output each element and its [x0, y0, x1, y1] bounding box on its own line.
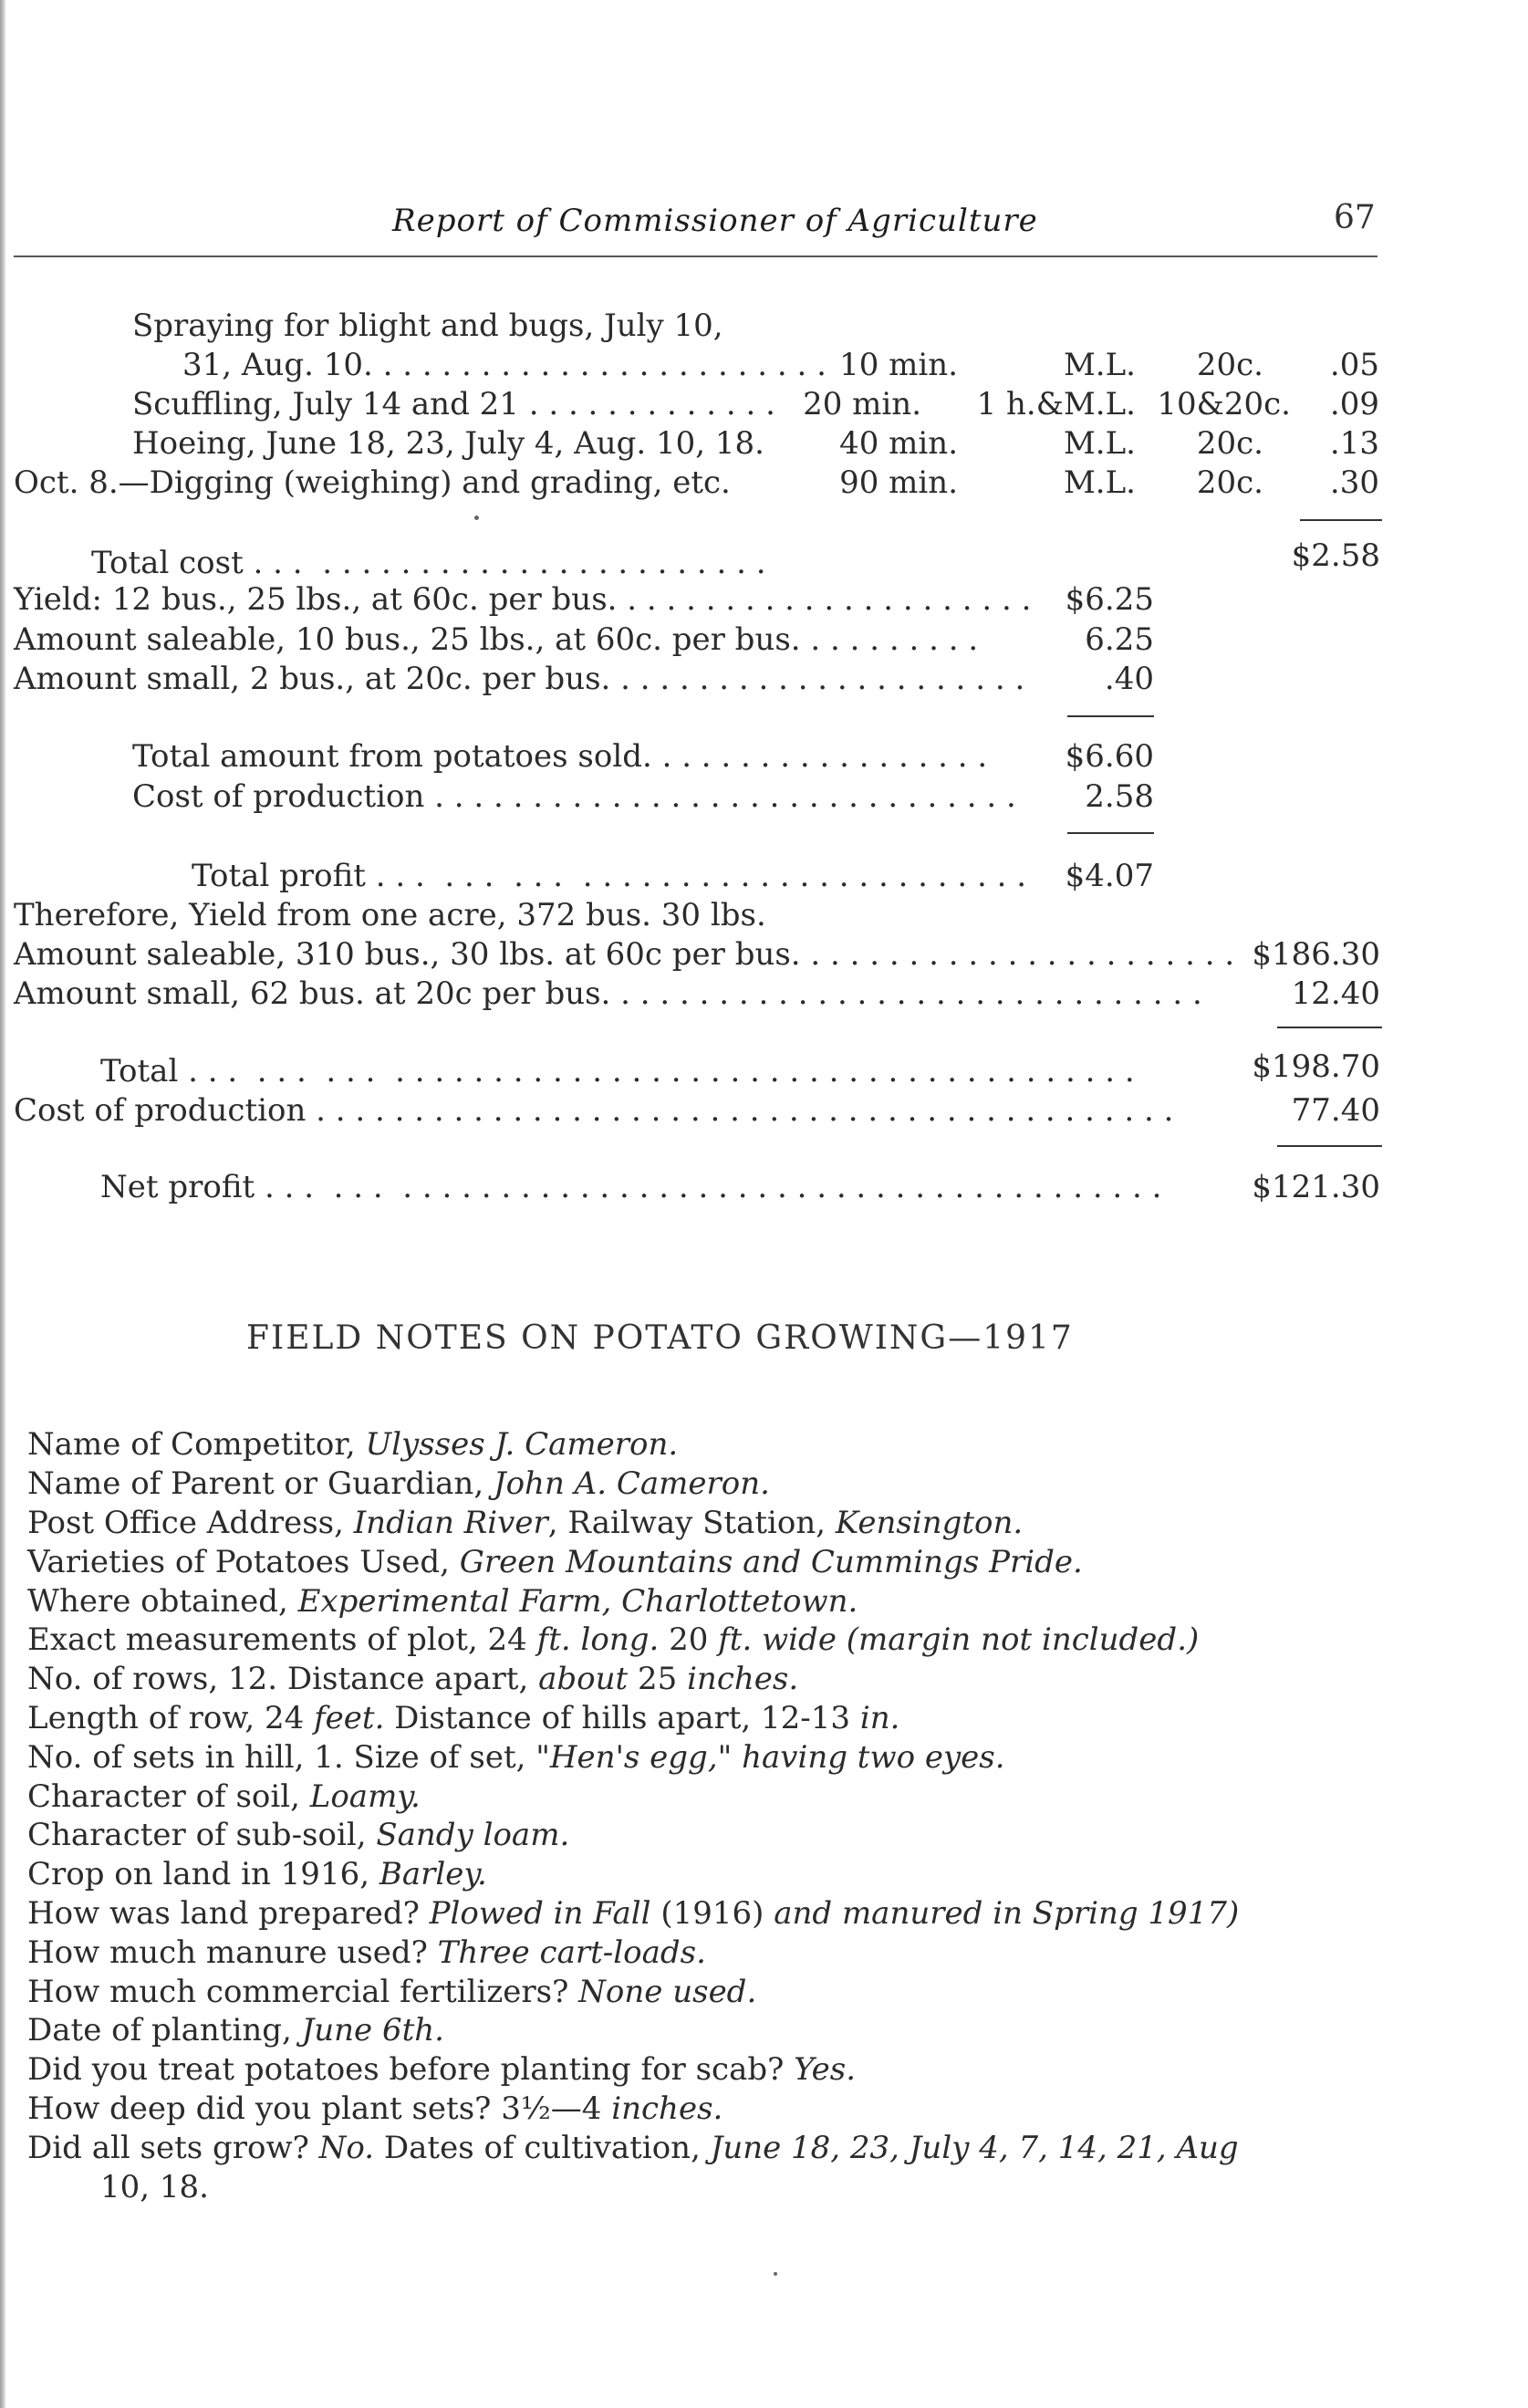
- note-line: Varieties of Potatoes Used, Green Mountains and Cummings Pride.: [27, 1544, 1083, 1580]
- acre-small-label: Amount small, 62 bus. at 20c per bus. . . . . . . . . . . . . . . . . . . . . . . . . . . . . . .: [14, 975, 1202, 1012]
- note-line: Did all sets grow? No. Dates of cultivation, June 18, 23, July 4, 7, 14, 21, Aug: [27, 2130, 1239, 2166]
- acre-total-label: Total . . . . . . . . . . . . . . . . . . . . . . . . . . . . . . . . . . . . . . . . . . . . . . .: [100, 1053, 1135, 1089]
- note-line: Name of Competitor, Ulysses J. Cameron.: [27, 1426, 679, 1463]
- ink-speck: [474, 516, 479, 520]
- saleable-row-value: 6.25: [1085, 621, 1154, 658]
- total-profit-value: $4.07: [1065, 858, 1154, 894]
- yield-row-label: Yield: 12 bus., 25 lbs., at 60c. per bus. . . . . . . . . . . . . . . . . . . . . .: [14, 581, 1032, 618]
- small-row-label: Amount small, 2 bus., at 20c. per bus. . . . . . . . . . . . . . . . . . . . . .: [14, 661, 1025, 697]
- labor-row-2-cost: .09: [1329, 386, 1379, 422]
- labor-row-1-rate: 20c.: [1196, 347, 1263, 383]
- note-line: How was land prepared? Plowed in Fall (1916) and manured in Spring 1917): [27, 1895, 1240, 1932]
- saleable-row-label: Amount saleable, 10 bus., 25 lbs., at 60c. per bus. . . . . . . . . .: [14, 621, 979, 658]
- labor-row-3-time: 40 min.: [839, 425, 958, 462]
- note-line: Name of Parent or Guardian, John A. Cameron.: [27, 1465, 770, 1502]
- acre-saleable-value: $186.30: [1252, 936, 1380, 973]
- labor-row-1-cost: .05: [1329, 347, 1379, 383]
- header-rule: [14, 255, 1377, 257]
- labor-row-2-by: 1 h.&M.L.: [976, 386, 1136, 422]
- labor-row-1-by: M.L.: [1063, 347, 1136, 383]
- labor-row-4-rate: 20c.: [1196, 464, 1263, 501]
- profit-sum-rule: [1067, 832, 1154, 834]
- acre-small-value: 12.40: [1291, 975, 1380, 1012]
- labor-row-1-label: Spraying for blight and bugs, July 10,: [132, 308, 723, 344]
- labor-sum-rule: [1300, 519, 1382, 521]
- labor-row-3-by: M.L.: [1063, 425, 1136, 462]
- cost-production-value: 2.58: [1085, 778, 1154, 815]
- yield-row-value: $6.25: [1065, 581, 1154, 618]
- ink-speck: [774, 2272, 777, 2276]
- note-line: How much manure used? Three cart-loads.: [27, 1934, 706, 1971]
- yield-sum-rule: [1067, 715, 1154, 717]
- acre-cost-value: 77.40: [1291, 1092, 1380, 1129]
- total-profit-label: Total profit . . . . . . . . . . . . . . . . . . . . . . . . . . . . . . . .: [192, 858, 1027, 894]
- total-cost-value: $2.58: [1291, 537, 1380, 574]
- note-line: Character of sub-soil, Sandy loam.: [27, 1817, 570, 1853]
- total-sold-value: $6.60: [1065, 738, 1154, 775]
- acre-saleable-label: Amount saleable, 310 bus., 30 lbs. at 60c per bus. . . . . . . . . . . . . . . . . . . . . . .: [14, 936, 1235, 973]
- note-line: How much commercial fertilizers? None used.: [27, 1974, 757, 2010]
- acre-cost-label: Cost of production . . . . . . . . . . . . . . . . . . . . . . . . . . . . . . . . . . . . . . . . . . . .: [14, 1092, 1174, 1129]
- note-line: Where obtained, Experimental Farm, Charlottetown.: [27, 1583, 858, 1620]
- note-line: Date of planting, June 6th.: [27, 2012, 444, 2048]
- labor-row-1-time: 10 min.: [839, 347, 958, 383]
- labor-row-3-cost: .13: [1329, 425, 1379, 462]
- net-profit-value: $121.30: [1252, 1169, 1380, 1205]
- acre-sum-rule: [1277, 1027, 1382, 1028]
- note-line: Exact measurements of plot, 24 ft. long. 20 ft. wide (margin not included.): [27, 1621, 1200, 1658]
- labor-row-4-time: 90 min.: [839, 464, 958, 501]
- acre-total-value: $198.70: [1252, 1048, 1380, 1085]
- labor-row-2-time: 20 min.: [803, 386, 921, 422]
- running-header: Report of Commissioner of Agriculture: [392, 203, 1038, 239]
- cost-production-label: Cost of production . . . . . . . . . . . . . . . . . . . . . . . . . . . . . .: [132, 778, 1016, 815]
- page-binding-edge: [0, 0, 5, 2408]
- total-cost-label: Total cost . . . . . . . . . . . . . . . . . . . . . . . . . .: [91, 545, 766, 581]
- note-line: Post Office Address, Indian River, Railway Station, Kensington.: [27, 1505, 1024, 1541]
- note-line: Did you treat potatoes before planting for scab? Yes.: [27, 2051, 857, 2088]
- note-line-continuation: 10, 18.: [100, 2169, 209, 2205]
- labor-row-2-rate: 10&20c.: [1157, 386, 1291, 422]
- note-line: No. of sets in hill, 1. Size of set, "Hen's egg," having two eyes.: [27, 1739, 1005, 1776]
- labor-row-1-label-cont: 31, Aug. 10. . . . . . . . . . . . . . . . . . . . . . . .: [182, 347, 826, 383]
- labor-row-4-cost: .30: [1329, 464, 1379, 501]
- small-row-value: .40: [1104, 661, 1154, 697]
- labor-row-4-label: Oct. 8.—Digging (weighing) and grading, etc.: [14, 464, 731, 501]
- labor-row-4-by: M.L.: [1063, 464, 1136, 501]
- acre-intro: Therefore, Yield from one acre, 372 bus. 30 lbs.: [14, 897, 766, 933]
- note-line: Character of soil, Loamy.: [27, 1778, 421, 1815]
- labor-row-3-rate: 20c.: [1196, 425, 1263, 462]
- net-profit-label: Net profit . . . . . . . . . . . . . . . . . . . . . . . . . . . . . . . . . . . . . . . . . . . . .: [100, 1169, 1162, 1205]
- note-line: Length of row, 24 feet. Distance of hills apart, 12-13 in.: [27, 1700, 900, 1736]
- note-line: How deep did you plant sets? 3½—4 inches.: [27, 2090, 723, 2127]
- page-number: 67: [1334, 199, 1376, 236]
- field-notes-heading: FIELD NOTES ON POTATO GROWING—1917: [246, 1319, 1074, 1357]
- labor-row-3-label: Hoeing, June 18, 23, July 4, Aug. 10, 18.: [132, 425, 764, 462]
- labor-row-2-label: Scuffling, July 14 and 21 . . . . . . . . . . . . .: [132, 386, 775, 422]
- net-sum-rule: [1277, 1145, 1382, 1147]
- note-line: Crop on land in 1916, Barley.: [27, 1856, 487, 1892]
- note-line: No. of rows, 12. Distance apart, about 25 inches.: [27, 1661, 799, 1697]
- total-sold-label: Total amount from potatoes sold. . . . . . . . . . . . . . . . . .: [132, 738, 988, 775]
